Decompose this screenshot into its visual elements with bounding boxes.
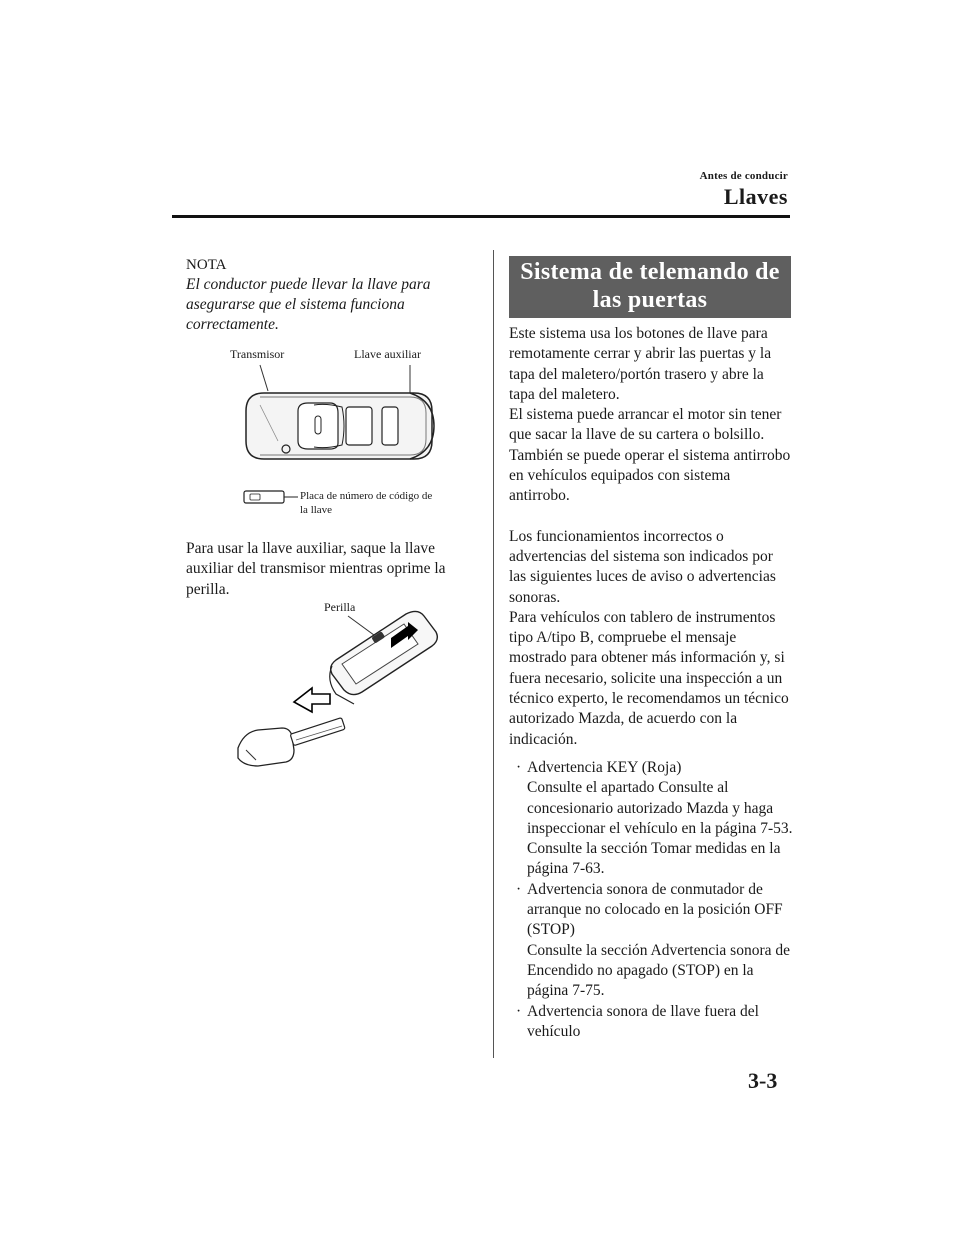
warning-reference: Consulte la sección Advertencia sonora de Encendido no apagado (STOP) en la página 7-75.: [527, 941, 790, 1000]
warning-list-item: [509, 880, 793, 1002]
header-rule: [172, 215, 790, 218]
key-code-plate-label: Placa de número de código de la llave: [300, 490, 433, 516]
aux-key-instruction: Para usar la llave auxiliar, saque la llave auxiliar del transmisor mientras oprime la perilla.: [186, 540, 446, 598]
bullet-marker: ·: [516, 880, 522, 898]
section-label: Antes de conducir: [699, 170, 788, 182]
warning-reference: Consulte la sección Tomar medidas en la página 7-63.: [527, 840, 781, 878]
key-transmitter-figure: [186, 341, 476, 519]
column-divider: [493, 250, 494, 1058]
transmitter-label: Transmisor: [230, 347, 285, 361]
warning-list-item: [509, 758, 793, 880]
warning-list-item: [509, 1002, 793, 1043]
description-paragraph-2: El sistema puede arrancar el motor sin tener que sacar la llave de su cartera o bolsillo.: [509, 406, 782, 444]
bullet-marker: ·: [516, 1002, 522, 1020]
bullet-marker: ·: [516, 758, 522, 776]
warning-list: [509, 758, 793, 1042]
section-title: Sistema de telemando de las puertas: [509, 256, 791, 318]
note-text: El conductor puede llevar la llave para asegurarse que el sistema funciona correctamente.: [186, 276, 431, 333]
right-column: [509, 256, 793, 1042]
left-column: [186, 256, 476, 775]
description-paragraph-1: Este sistema usa los botones de llave para remotamente cerrar y abrir las puertas y la tapa del maletero/portón trasero y abre la tapa del maletero.: [509, 325, 772, 403]
warning-title: Advertencia sonora de llave fuera del vehículo: [527, 1002, 759, 1040]
aux-key-removal-illustration: [186, 600, 476, 775]
aux-key-label: Llave auxiliar: [354, 347, 421, 361]
knob-label: Perilla: [324, 599, 356, 614]
warning-title: Advertencia sonora de conmutador de arranque no colocado en la posición OFF (STOP): [527, 880, 783, 939]
chapter-title: Llaves: [723, 184, 788, 209]
warning-title: Advertencia KEY (Roja): [527, 758, 682, 776]
description-paragraph-4: Los funcionamientos incorrectos o advertencias del sistema son indicados por las siguientes luces de aviso o advertencias sonoras.: [509, 527, 776, 606]
page-number: 3-3: [748, 1068, 778, 1093]
warning-reference: Consulte el apartado Consulte al concesionario autorizado Mazda y haga inspeccionar el vehículo en la página 7-53.: [527, 779, 793, 837]
description-paragraph-3: También se puede operar el sistema antirrobo en vehículos equipados con sistema antirrobo.: [509, 446, 791, 505]
aux-key-removal-figure: [186, 600, 476, 775]
note-label: NOTA: [186, 257, 227, 273]
description-paragraph-5: Para vehículos con tablero de instrumentos tipo A/tipo B, compruebe el mensaje mostrado para obtener más información y, si fuera necesario, solicite una inspección a un técnico experto, le recomendamos un técnico autorizado Mazda, de acuerdo con la indicación.: [509, 608, 789, 748]
